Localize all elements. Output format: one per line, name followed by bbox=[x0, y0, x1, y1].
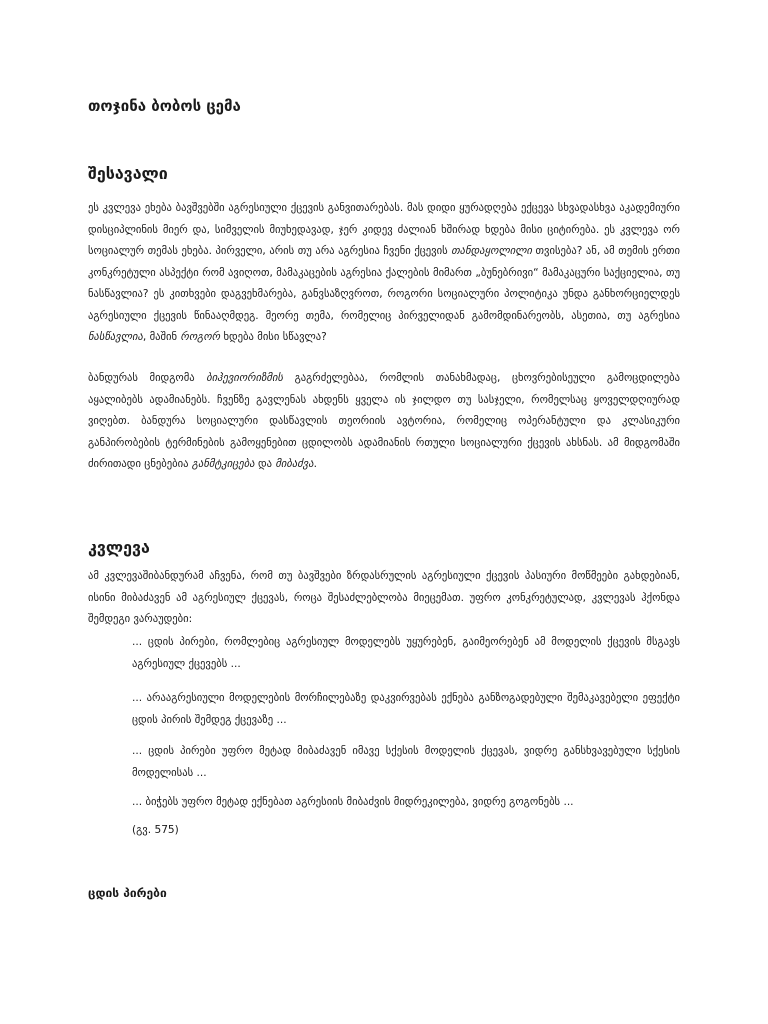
intro-paragraph-1: ეს კვლევა ეხება ბავშვებში აგრესიული ქცევის განვითარებას. მას დიდი ყურადღება ექცევა სხვადასხვა აკადემიური დისციპლინის მიერ და, სიმველის მიუხედავად, ჯერ კიდევ ძალიან ხშირად ხდება მისი ციტირება. ეს კვლევა ორ სოციალურ თემას ეხება. პირველი, არის თუ არა აგრესია ჩვენი ქცევის თანდაყოლილი თვისება? ან, ამ თემის ერთი კონკრეტული ასპექტი რომ ავიღოთ, მამაკაცების აგრესია ქალების მიმართ „ბუნებრივი“ მამაკაცური საქციელია, თუ ნასწავლია? ეს კითხვები დაგვეხმარება, განვსაზღვროთ, როგორი სოციალური პოლიტიკა უნდა განხორციელდეს აგრესიული ქცევის წინააღმდეგ. მეორე თემა, რომელიც პირველიდან გამომდინარეობს, ასეთია, თუ აგრესია ნასწავლია, მაშინ როგორ ხდება მისი სწავლა? bbox=[88, 202, 680, 343]
research-paragraph: ამ კვლევაშიბანდურამ აჩვენა, რომ თუ ბავშვები ზრდასრულის აგრესიული ქცევის პასიური მოწმეები გახდებიან, ისინი მიბაძავენ ამ აგრესიულ ქცევას, როცა შესაძლებლობა მიეცემათ. უფრო კონკრეტულად, კვლევას ჰქონდა შემდეგი ვარაუდები: bbox=[88, 570, 680, 625]
page-citation: (გვ. 575) bbox=[132, 824, 179, 836]
document-title: თოჯინა ბობოს ცემა bbox=[88, 97, 241, 115]
emphasis-innate: თანდაყოლილი bbox=[451, 245, 532, 257]
hypothesis-quote-2: ... არააგრესიული მოდელების მორჩილებაზე დაკვირვებას ექნება განზოგადებული შემაკავებელი ეფექტი ცდის პირის შემდეგ ქცევაზე ... bbox=[132, 692, 680, 726]
hypothesis-quote-3: ... ცდის პირები უფრო მეტად მიბაძავენ იმავე სქესის მოდელის ქცევას, ვიდრე განსხვავებული სქესის მოდელისას ... bbox=[132, 745, 680, 779]
intro-heading: შესავალი bbox=[88, 164, 168, 183]
hypothesis-quote-4: ... ბიჭებს უფრო მეტად ექნებათ აგრესიის მიბაძვის მიდრეკილება, ვიდრე გოგონებს ... bbox=[132, 796, 574, 808]
emphasis-how: როგორ bbox=[180, 331, 221, 343]
intro-paragraph-2: ბანდურას მიდგომა ბიჰევიორიზმის გაგრძელებაა, რომლის თანახმადაც, ცხოვრებისეული გამოცდილება აყალიბებს ადამიანებს. ჩვენზე გავლენას ახდენს ყველა ის ჯილდო თუ სასჯელი, რომელსაც ყოველდღიურად ვიღებთ. ბანდურა სოციალური დასწავლის თეორიის ავტორია, რომელიც ოპერანტული და კლასიკური განპირობების ტერმინების გამოყენებით ცდილობს ადამიანის რთული სოციალური ქცევის ახსნას. ამ მიდგომაში ძირითადი ცნებებია განმტკიცება და მიბაძვა. bbox=[88, 372, 680, 470]
subjects-heading: ცდის პირები bbox=[88, 886, 167, 900]
emphasis-imitation: მიბაძვა bbox=[275, 458, 314, 470]
emphasis-reinforcement: განმტკიცება bbox=[191, 458, 255, 470]
emphasis-behaviorism: ბიჰევიორიზმის bbox=[206, 372, 283, 384]
research-heading: კვლევა bbox=[88, 538, 150, 557]
emphasis-learned: ნასწავლია bbox=[88, 331, 143, 343]
hypothesis-quote-1: ... ცდის პირები, რომლებიც აგრესიულ მოდელებს უყურებენ, გაიმეორებენ ამ მოდელის ქცევის მსგავს აგრესიულ ქცევებს ... bbox=[132, 636, 680, 670]
